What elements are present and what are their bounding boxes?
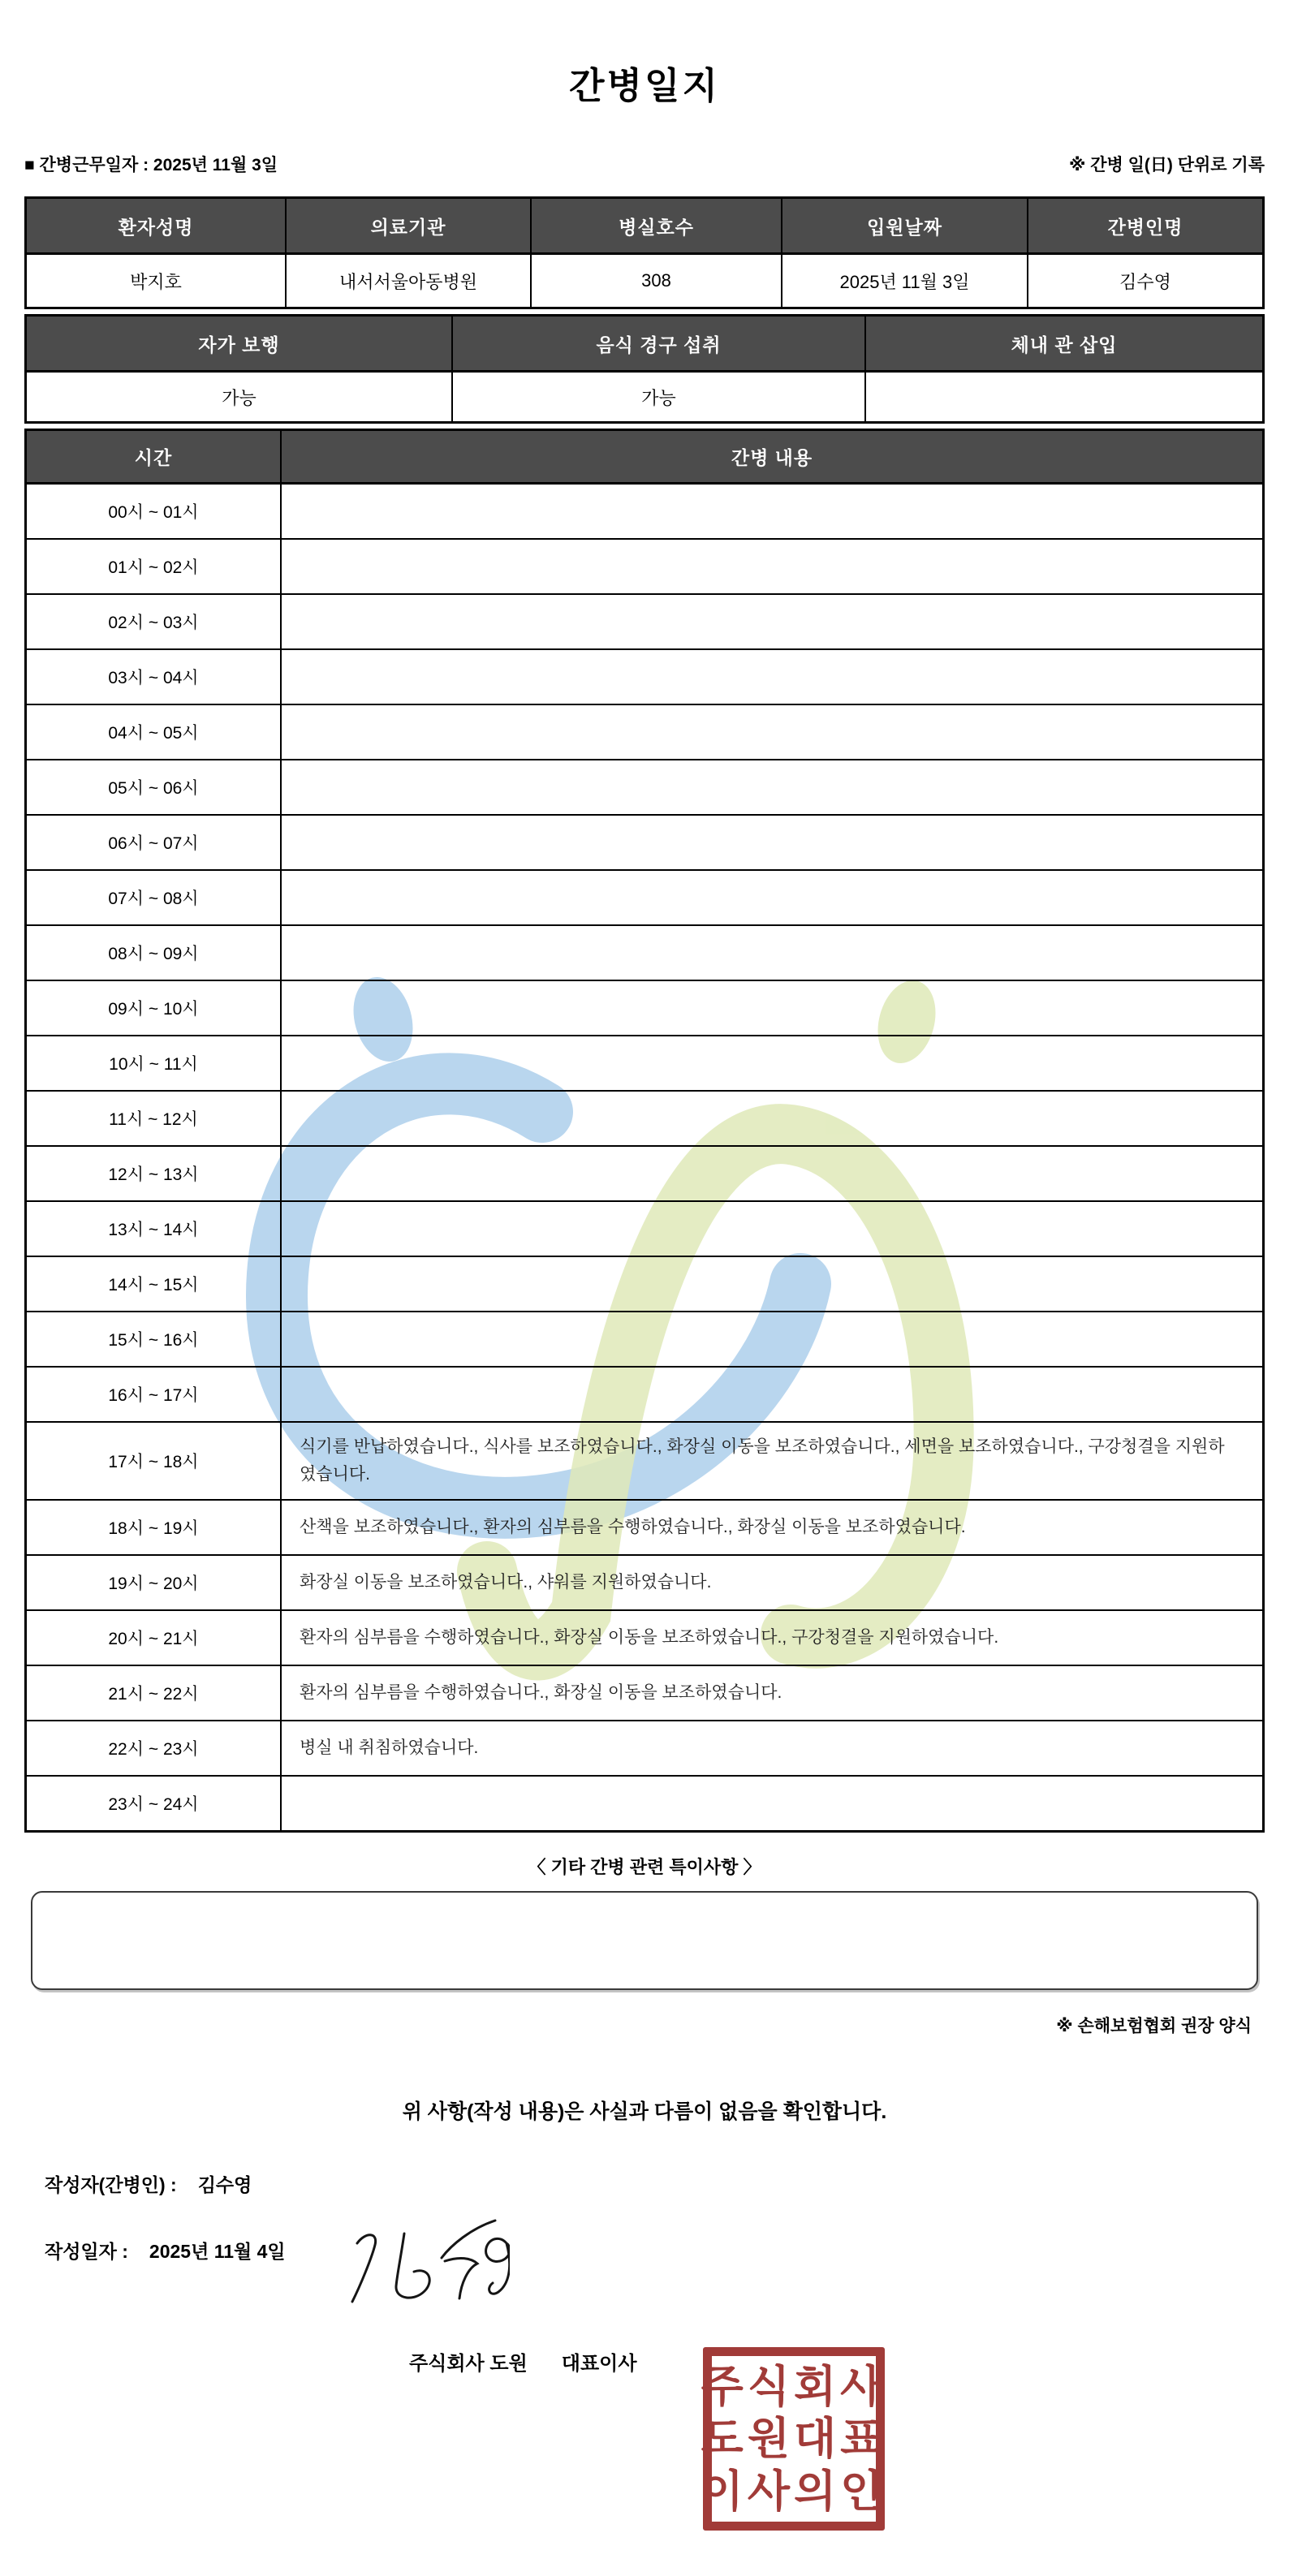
time-range-cell: 00시 ~ 01시 [27,485,282,538]
value-caregiver-name: 김수영 [1119,271,1171,292]
stamp-row: 이사의인 [701,2466,887,2516]
stamp-row: 주식회사 [701,2362,887,2411]
value-medical-institution: 내서서울아동병원 [287,255,532,307]
table-row [27,1092,1262,1147]
time-range-cell: 15시 ~ 16시 [27,1312,282,1366]
page-title: 간병일지 [569,65,720,106]
handwritten-signature [339,2208,510,2313]
table-row [27,1556,1262,1611]
table-row [27,1312,1262,1368]
table-row [27,1257,1262,1312]
header-time: 시간 [27,431,282,482]
header-internal-tube: 체내 관 삽입 [866,317,1262,370]
table-row [27,981,1262,1036]
table-row [27,1611,1262,1666]
written-date-line [45,2235,1289,2264]
table-row [27,1777,1262,1830]
table-row [27,1368,1262,1423]
time-range-cell: 06시 ~ 07시 [27,816,282,869]
table-row [27,1666,1262,1721]
time-range-cell: 14시 ~ 15시 [27,1257,282,1311]
time-range-cell: 04시 ~ 05시 [27,705,282,759]
header-self-walking: 자가 보행 [27,317,453,370]
table-row [27,1423,1262,1501]
care-content-cell [282,595,1262,648]
table-row [27,1147,1262,1202]
status-table-value-row [27,373,1262,421]
table-row [27,760,1262,816]
time-range-cell: 23시 ~ 24시 [27,1777,282,1830]
care-content-cell [282,816,1262,869]
stamp-row: 도원대표 [701,2414,887,2463]
care-content-cell: 환자의 심부름을 수행하였습니다., 화장실 이동을 보조하였습니다. [300,1683,782,1703]
header-oral-intake: 음식 경구 섭취 [453,317,866,370]
care-schedule-table [24,429,1265,1833]
corporate-seal-stamp [703,2347,885,2531]
table-row [27,816,1262,871]
time-range-cell: 08시 ~ 09시 [27,926,282,980]
value-internal-tube [866,373,1262,421]
header-patient-name: 환자성명 [27,199,287,252]
time-range-cell: 02시 ~ 03시 [27,595,282,648]
value-patient-name: 박지호 [27,255,287,307]
time-range-cell: 20시 ~ 21시 [27,1611,282,1665]
header-care-content: 간병 내용 [282,431,1262,482]
table-row [27,540,1262,595]
time-range-cell: 01시 ~ 02시 [27,540,282,593]
care-content-cell [282,1368,1262,1421]
notes-section-title: 〈 기타 간병 관련 특이사항 〉 [528,1857,761,1878]
time-range-cell: 11시 ~ 12시 [27,1092,282,1145]
record-unit-note: ※ 간병 일(日) 단위로 기록 [1068,156,1265,175]
confirmation-statement: 위 사항(작성 내용)은 사실과 다름이 없음을 확인합니다. [402,2100,887,2124]
table-row [27,1202,1262,1257]
duty-date-value: 2025년 11월 3일 [153,156,278,175]
time-range-cell: 21시 ~ 22시 [27,1666,282,1720]
care-content-cell: 병실 내 취침하였습니다. [300,1738,479,1758]
schedule-body [27,485,1262,1830]
time-range-cell: 03시 ~ 04시 [27,650,282,704]
time-range-cell: 19시 ~ 20시 [27,1556,282,1609]
written-date-value: 2025년 11월 4일 [149,2240,286,2262]
company-name: 주식회사 도원 [409,2352,528,2375]
value-self-walking: 가능 [27,373,453,421]
table-row [27,485,1262,540]
status-table-header-row [27,317,1262,373]
notes-box[interactable] [31,1891,1258,1990]
time-range-cell: 05시 ~ 06시 [27,760,282,814]
table-row [27,926,1262,981]
patient-status-table [24,314,1265,424]
care-content-cell: 산책을 보조하였습니다., 환자의 심부름을 수행하였습니다., 화장실 이동을 보조하였습니다. [300,1518,966,1537]
writer-line [45,2169,1289,2198]
time-range-cell: 22시 ~ 23시 [27,1721,282,1775]
info-row [24,153,1265,175]
writer-label: 작성자(간병인) : [45,2173,177,2195]
writer-name: 김수영 [197,2173,252,2195]
care-content-cell [282,981,1262,1035]
header-caregiver-name: 간병인명 [1028,199,1262,252]
value-room-number: 308 [532,255,782,307]
header-admission-date: 입원날짜 [782,199,1028,252]
table-row [27,595,1262,650]
patient-info-table [24,196,1265,309]
care-content-cell [282,705,1262,759]
patient-table-header-row [27,199,1262,255]
time-range-cell: 10시 ~ 11시 [27,1036,282,1090]
duty-date-line [24,152,278,176]
care-content-cell [282,1257,1262,1311]
time-range-cell: 07시 ~ 08시 [27,871,282,924]
time-range-cell: 17시 ~ 18시 [27,1423,282,1499]
table-row [27,650,1262,705]
care-content-cell [282,540,1262,593]
time-range-cell: 12시 ~ 13시 [27,1147,282,1200]
care-content-cell [282,926,1262,980]
time-range-cell: 16시 ~ 17시 [27,1368,282,1421]
care-content-cell [282,1036,1262,1090]
duty-date-label: ■ 간병근무일자 : [24,156,149,175]
care-content-cell [282,485,1262,538]
care-content-cell [282,1092,1262,1145]
care-content-cell [282,1312,1262,1366]
header-room-number: 병실호수 [532,199,782,252]
care-content-cell [282,1147,1262,1200]
table-row [27,1721,1262,1777]
ceo-label: 대표이사 [561,2352,637,2375]
form-standard-note: ※ 손해보험협회 권장 양식 [1056,2017,1252,2036]
care-content-cell: 환자의 심부름을 수행하였습니다., 화장실 이동을 보조하였습니다., 구강청결을 지원하였습니다. [300,1628,999,1648]
time-range-cell: 13시 ~ 14시 [27,1202,282,1256]
care-content-cell [282,1777,1262,1830]
written-date-label: 작성일자 : [45,2240,128,2262]
care-journal-form [0,63,1289,2516]
care-content-cell: 화장실 이동을 보조하였습니다., 샤워를 지원하였습니다. [300,1573,712,1592]
table-row [27,705,1262,760]
value-admission-date: 2025년 11월 3일 [782,255,1028,307]
time-range-cell: 18시 ~ 19시 [27,1501,282,1554]
table-row [27,1501,1262,1556]
value-oral-intake: 가능 [453,373,866,421]
header-medical-institution: 의료기관 [287,199,532,252]
care-content-cell [282,871,1262,924]
care-content-cell [282,650,1262,704]
patient-table-value-row [27,255,1262,307]
care-content-cell [282,1202,1262,1256]
care-content-cell [282,760,1262,814]
table-row [27,871,1262,926]
time-range-cell: 09시 ~ 10시 [27,981,282,1035]
schedule-header-row [27,431,1262,485]
care-content-cell: 식기를 반납하였습니다., 식사를 보조하였습니다., 화장실 이동을 보조하였습니다., 세면을 보조하였습니다., 구강청결을 지원하였습니다. [300,1437,1225,1484]
table-row [27,1036,1262,1092]
